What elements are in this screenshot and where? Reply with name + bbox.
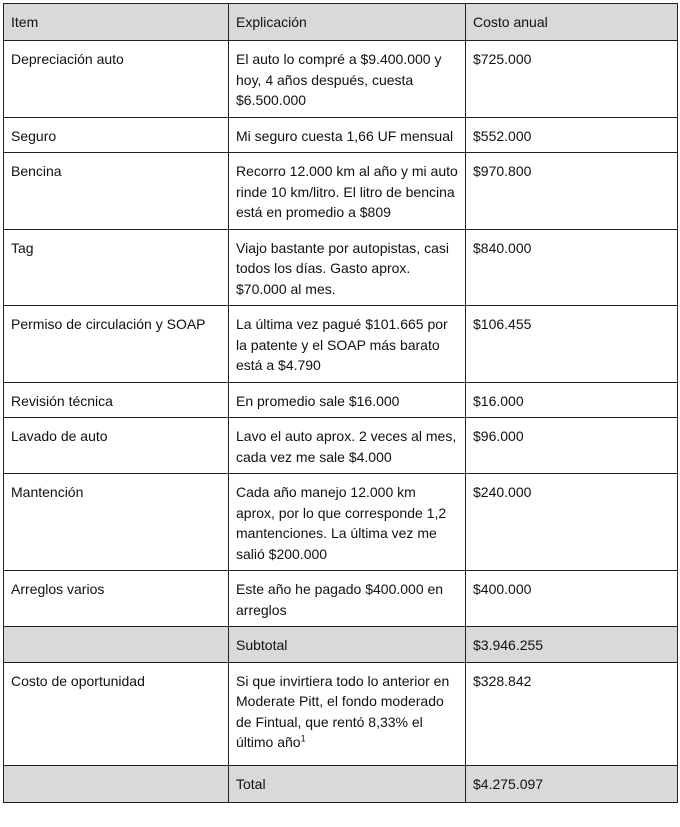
item-cell: Costo de oportunidad — [4, 662, 229, 765]
total-label: Total — [229, 765, 466, 802]
explanation-text: Si que invirtiera todo lo anterior en Moderate Pitt, el fondo moderado de Fintual, que rentó 8,33% el último año — [236, 672, 450, 750]
item-cell: Bencina — [4, 153, 229, 230]
header-row — [4, 4, 678, 41]
explanation-cell: Cada año manejo 12.000 km aprox, por lo que corresponde 1,2 mantenciones. La última vez me salió $200.000 — [229, 474, 466, 571]
table-row — [4, 571, 678, 627]
explanation-cell: Recorro 12.000 km al año y mi auto rinde 10 km/litro. El litro de bencina está en promedio a $809 — [229, 153, 466, 230]
subtotal-row — [4, 627, 678, 663]
table-row — [4, 153, 678, 230]
cost-cell: $96.000 — [466, 418, 678, 474]
subtotal-cost: $3.946.255 — [466, 627, 678, 663]
explanation-cell: Viajo bastante por autopistas, casi todos los días. Gasto aprox. $70.000 al mes. — [229, 229, 466, 306]
table-row — [4, 117, 678, 153]
cost-cell: $552.000 — [466, 117, 678, 153]
cost-cell: $400.000 — [466, 571, 678, 627]
table-row — [4, 418, 678, 474]
table-row — [4, 41, 678, 118]
total-cost: $4.275.097 — [466, 765, 678, 802]
header-item: Item — [4, 4, 229, 41]
header-explanation: Explicación — [229, 4, 466, 41]
table-row — [4, 662, 678, 765]
explanation-cell: La última vez pagué $101.665 por la patente y el SOAP más barato está a $4.790 — [229, 306, 466, 383]
cost-cell: $328.842 — [466, 662, 678, 765]
item-cell: Mantención — [4, 474, 229, 571]
item-cell: Depreciación auto — [4, 41, 229, 118]
item-cell: Lavado de auto — [4, 418, 229, 474]
cost-cell: $240.000 — [466, 474, 678, 571]
table-row — [4, 229, 678, 306]
header-cost: Costo anual — [466, 4, 678, 41]
table-row — [4, 474, 678, 571]
item-cell: Permiso de circulación y SOAP — [4, 306, 229, 383]
cost-cell: $840.000 — [466, 229, 678, 306]
explanation-cell: Lavo el auto aprox. 2 veces al mes, cada vez me sale $4.000 — [229, 418, 466, 474]
explanation-cell: El auto lo compré a $9.400.000 y hoy, 4 años después, cuesta $6.500.000 — [229, 41, 466, 118]
explanation-cell: Este año he pagado $400.000 en arreglos — [229, 571, 466, 627]
table-row — [4, 306, 678, 383]
table-row — [4, 382, 678, 418]
subtotal-empty — [4, 627, 229, 663]
cost-cell: $16.000 — [466, 382, 678, 418]
total-empty — [4, 765, 229, 802]
explanation-cell — [229, 662, 466, 765]
total-row — [4, 765, 678, 802]
explanation-cell: En promedio sale $16.000 — [229, 382, 466, 418]
car-cost-table — [3, 3, 678, 803]
footnote-marker: 1 — [300, 733, 306, 744]
cost-cell: $106.455 — [466, 306, 678, 383]
item-cell: Seguro — [4, 117, 229, 153]
item-cell: Tag — [4, 229, 229, 306]
cost-cell: $970.800 — [466, 153, 678, 230]
item-cell: Revisión técnica — [4, 382, 229, 418]
cost-cell: $725.000 — [466, 41, 678, 118]
subtotal-label: Subtotal — [229, 627, 466, 663]
item-cell: Arreglos varios — [4, 571, 229, 627]
explanation-cell: Mi seguro cuesta 1,66 UF mensual — [229, 117, 466, 153]
